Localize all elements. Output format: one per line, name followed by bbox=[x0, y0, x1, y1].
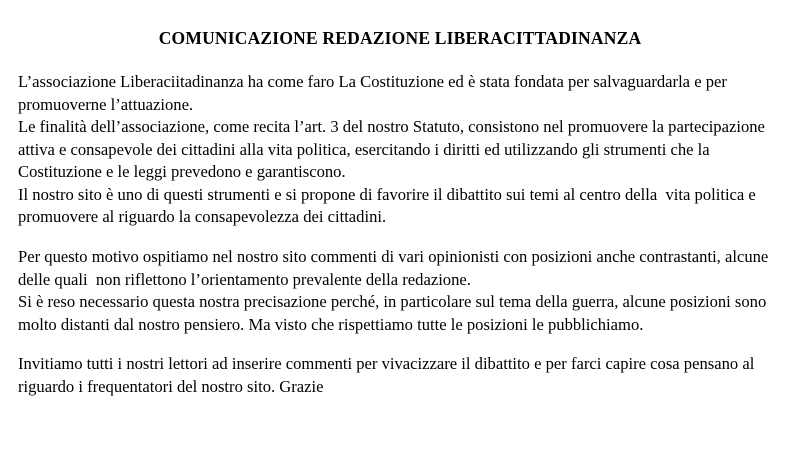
paragraph-spacer bbox=[18, 229, 782, 246]
page-title: COMUNICAZIONE REDAZIONE LIBERACITTADINANZA bbox=[158, 28, 642, 48]
paragraph-war-clarification: Si è reso necessario questa nostra precisazione perché, in particolare sul tema della guerra, alcune posizioni sono molto distanti dal nostro pensiero. Ma visto che rispettiamo tutte le posizioni le pubblichiamo. bbox=[18, 292, 775, 334]
paragraph-spacer-2 bbox=[18, 336, 782, 353]
paragraph-reader-invitation: Invitiamo tutti i nostri lettori ad inserire commenti per vivacizzare il dibattito e per farci capire cosa pensano al riguardo i frequentatori del nostro sito. Grazie bbox=[18, 354, 759, 396]
paragraph-statute-aims: Le finalità dell’associazione, come recita l’art. 3 del nostro Statuto, consistono nel promuovere la partecipazione attiva e consapevole dei cittadini alla vita politica, esercitando i diritti ed utilizzando gli strumenti che la Costituzione e le leggi prevedono e garantiscono. bbox=[18, 117, 770, 182]
paragraph-opinion-hosting: Per questo motivo ospitiamo nel nostro sito commenti di vari opinionisti con posizioni anche contrastanti, alcune delle quali non riflettono l’orientamento prevalente della redazione. bbox=[18, 246, 773, 289]
paragraph-site-purpose: Il nostro sito è uno di questi strumenti e si propone di favorire il dibattito sui temi al centro della vita politica e promuovere al riguardo la consapevolezza dei cittadini. bbox=[18, 184, 760, 227]
paragraph-association-mission: L’associazione Liberaciitadinanza ha come faro La Costituzione ed è stata fondata per salvaguardarla e per promuoverne l’attuazione. bbox=[18, 72, 732, 114]
